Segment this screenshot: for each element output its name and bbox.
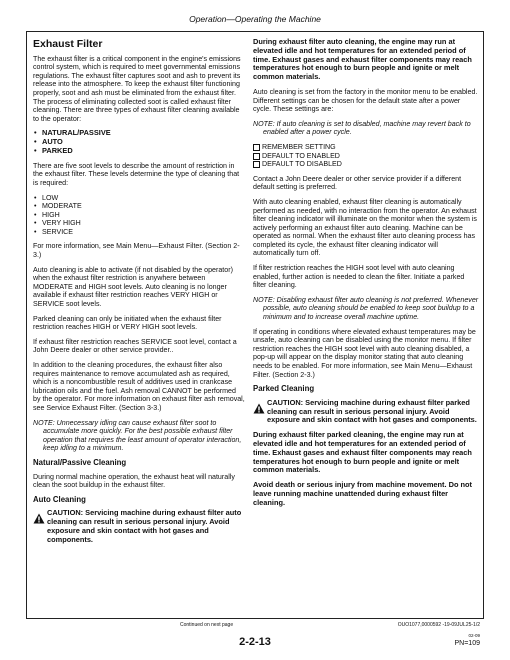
parked-hot-temperature-warning: During exhaust filter parked cleaning, the engine may run at elevated idle and hot temperatures for an extended period of time. Exhaust gases and exhaust filter components may reach temperatures hot enough to burn people and ignite or melt common materials. (253, 430, 472, 475)
running-header: Operation—Operating the Machine (189, 14, 321, 24)
list-item: • PARKED (33, 147, 245, 156)
dealer-paragraph: Contact a John Deere dealer or other service provider if a different default setting is preferred. (253, 174, 462, 192)
auto-activation-paragraph: Auto cleaning is able to activate (if not disabled by the operator) when the exhaust filter restriction is anywhere between MODERATE and HIGH soot levels. Auto cleaning is no longer available if exhaust filter restriction reaches VERY HIGH or SERVICE soot levels. (33, 265, 233, 309)
auto-cleaning-heading: Auto Cleaning (33, 494, 86, 504)
natural-cleaning-paragraph: During normal machine operation, the exhaust heat will naturally clean the soot buildup in the exhaust filter. (33, 472, 235, 490)
continued-notice: Continued on next page (180, 622, 234, 628)
right-column (253, 38, 479, 514)
list-item: • VERY HIGH (33, 219, 245, 228)
caution-text: CAUTION: Servicing machine during exhaust filter auto cleaning can result in serious personal injury. Avoid exposure and skin contact with hot gases and components. (47, 508, 242, 544)
power-cycle-note: NOTE: If auto cleaning is set to disabled, machine may revert back to enabled after a power cycle. (253, 119, 471, 137)
left-column (33, 38, 245, 551)
movement-warning: Avoid death or serious injury from machine movement. Do not leave running machine unattended during exhaust filter cleaning. (253, 480, 473, 507)
disabling-note: NOTE: Disabling exhaust filter auto cleaning is not preferred. Whenever possible, auto cleaning should be enabled to keep soot buildup to a minimum and to increase overall machine uptime. (253, 295, 479, 322)
revision-mark: 02-09 (468, 633, 480, 638)
cleaning-types-list (33, 129, 245, 155)
list-item: • MODERATE (33, 202, 245, 211)
document-code: OUO1077,0000592 -19-09JUL25-1/2 (397, 622, 480, 628)
unsafe-conditions-paragraph: If operating in conditions where elevated exhaust temperatures may be unsafe, auto cleaning can be disabled using the monitor menu. If filter restriction reaches the HIGH soot level with auto cleaning disabled, a pop-up will appear on the display monitor stating that auto cleaning needs to be enabled. For more information, see Main Menu—Exhaust Filter. (Section 2-3.) (253, 327, 476, 379)
section-title: Exhaust Filter (33, 38, 103, 50)
warning-triangle-icon (253, 403, 265, 414)
natural-cleaning-heading: Natural/Passive Cleaning (33, 457, 127, 467)
caution-text: CAUTION: Servicing machine during exhaust filter parked cleaning can result in serious personal injury. Avoid exposure and skin contact with hot gases and components. (267, 397, 477, 425)
soot-levels-list (33, 194, 245, 237)
caution-block (253, 399, 479, 425)
warning-triangle-icon (33, 513, 45, 524)
caution-block (33, 509, 245, 544)
ash-paragraph: In addition to the cleaning procedures, the exhaust filter also requires maintenance to remove accumulated ash as required, which is a noncombustible result of additives used in crankcase lubrication oils and the fuel. Ash removal CANNOT be performed by the operator. For more information on exhaust filter ash removal, see Service Exhaust Filter. (Section 3-3.) (33, 361, 245, 412)
page-number: 2-2-13 (239, 636, 271, 648)
soot-levels-paragraph: There are five soot levels to describe the amount of restriction in the exhaust filter. These levels determine the type of cleaning that is required: (33, 161, 240, 187)
list-item: • AUTO (33, 138, 245, 147)
list-item: DEFAULT TO ENABLED (253, 152, 479, 161)
list-item: REMEMBER SETTING (253, 143, 479, 152)
auto-hot-temperature-warning: During exhaust filter auto cleaning, the engine may run at elevated idle and hot temperatures for an extended period of time. Exhaust gases and exhaust filter components may reach temperatures hot enough to burn people and ignite or melt common materials. (253, 37, 472, 82)
parked-paragraph: Parked cleaning can only be initiated when the exhaust filter restriction reaches HIGH or VERY HIGH soot levels. (33, 314, 222, 332)
pn-label: PN=109 (454, 640, 480, 647)
reference-paragraph: For more information, see Main Menu—Exhaust Filter. (Section 2-3.) (33, 242, 240, 260)
auto-enabled-paragraph: With auto cleaning enabled, exhaust filter cleaning is automatically performed as needed, with no interaction from the operator. An exhaust filter cleaning indicator will illuminate on the monitor when the system is actively performing an exhaust filter auto cleaning. Machine can be operated as normal. When the exhaust filter auto cleaning process has completed its cycle, the exhaust filter cleaning indicator will automatically turn off. (253, 197, 477, 258)
idling-note: NOTE: Unnecessary idling can cause exhaust filter soot to accumulate more quickly. For the best possible exhaust filter operation that requires the least amount of operator interaction, keep idling to a minimum. (33, 418, 242, 453)
parked-cleaning-heading: Parked Cleaning (253, 384, 315, 394)
intro-paragraph: The exhaust filter is a critical component in the engine's emissions control system, which is required to meet governmental emissions regulations. The exhaust filter captures soot and ash to prevent its release into the atmosphere. To keep the exhaust filter functioning properly, soot and ash must be eliminated from the exhaust filter. The process of eliminating collected soot is called exhaust filter cleaning. There are three types of exhaust filter cleaning available to the operator: (33, 54, 241, 123)
high-soot-paragraph: If filter restriction reaches the HIGH soot level with auto cleaning enabled, further action is needed to clean the filter. Initiate a parked filter cleaning. (253, 264, 465, 290)
settings-list (253, 143, 479, 169)
list-item: • HIGH (33, 211, 245, 220)
list-item: • LOW (33, 194, 245, 203)
list-item: • NATURAL/PASSIVE (33, 129, 245, 138)
service-paragraph: If exhaust filter restriction reaches SERVICE soot level, contact a John Deere dealer or other service provider.. (33, 337, 237, 355)
list-item: DEFAULT TO DISABLED (253, 160, 479, 169)
list-item: • SERVICE (33, 228, 245, 237)
auto-settings-paragraph: Auto cleaning is set from the factory in the monitor menu to be enabled. Different settings can be chosen for the default state after a power cycle. These settings are: (253, 87, 478, 114)
